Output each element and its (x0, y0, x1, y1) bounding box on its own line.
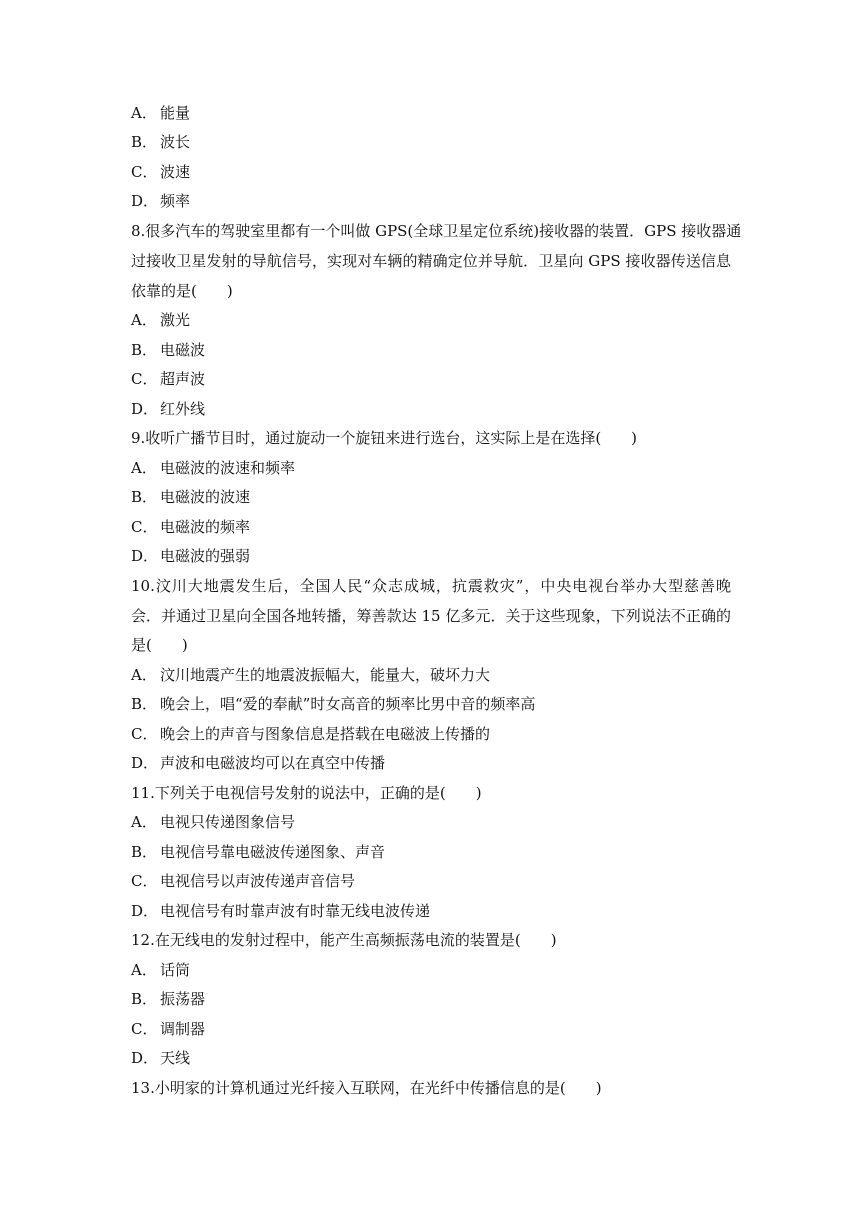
option-text: 晚会上，唱“爱的奉献”时女高音的频率比男中音的频率高 (160, 695, 536, 713)
option-text: 超声波 (160, 370, 206, 388)
question-8-line-2: 过接收卫星发射的导航信号，实现对车辆的精确定位并导航．卫星向 GPS 接收器传送信息 (131, 252, 731, 270)
option-text: 电视信号以声波传递声音信号 (160, 872, 356, 890)
question-10-line-3: 是( ) (131, 636, 188, 654)
option-text: 激光 (160, 311, 191, 329)
option-text: 电磁波的波速和频率 (160, 459, 296, 477)
option-letter: B． (131, 990, 158, 1008)
option-text: 电磁波的波速 (160, 488, 251, 506)
option-letter: A． (131, 813, 157, 831)
option-letter: B． (131, 843, 158, 861)
option-text: 波速 (160, 163, 191, 181)
option-letter: A． (131, 104, 157, 122)
option-text: 能量 (160, 104, 191, 122)
option-letter: C． (131, 1020, 158, 1038)
option-text: 频率 (160, 192, 191, 210)
option-text: 话筒 (160, 961, 191, 979)
option-text: 天线 (160, 1049, 191, 1067)
question-12-line-1: 12.在无线电的发射过程中，能产生高频振荡电流的装置是( ) (131, 931, 557, 949)
option-letter: A． (131, 666, 157, 684)
option-letter: B． (131, 695, 158, 713)
option-letter: D． (131, 547, 159, 565)
question-10-line-1: 10.汶川大地震发生后，全国人民“众志成城，抗震救灾”，中央电视台举办大型慈善晚 (131, 577, 731, 595)
option-letter: A． (131, 311, 157, 329)
question-8-line-1: 8.很多汽车的驾驶室里都有一个叫做 GPS(全球卫星定位系统)接收器的装置．GPS 接收器通 (131, 222, 742, 240)
option-letter: C． (131, 163, 158, 181)
option-letter: B． (131, 488, 158, 506)
option-letter: C． (131, 518, 158, 536)
option-letter: C． (131, 370, 158, 388)
option-letter: D． (131, 1049, 159, 1067)
question-9-line-1: 9.收听广播节目时，通过旋动一个旋钮来进行选台，这实际上是在选择( ) (131, 429, 638, 447)
option-text: 红外线 (160, 400, 206, 418)
option-text: 电磁波的频率 (160, 518, 251, 536)
option-letter: D． (131, 754, 159, 772)
option-letter: D． (131, 400, 159, 418)
option-letter: C． (131, 725, 158, 743)
question-13-line-1: 13.小明家的计算机通过光纤接入互联网，在光纤中传播信息的是( ) (131, 1079, 602, 1097)
option-letter: A． (131, 961, 157, 979)
question-10-line-2: 会．并通过卫星向全国各地转播，筹善款达 15 亿多元．关于这些现象，下列说法不正确的 (131, 607, 731, 625)
option-text: 电视信号靠电磁波传递图象、声音 (160, 843, 386, 861)
option-text: 声波和电磁波均可以在真空中传播 (160, 754, 386, 772)
option-text: 电视只传递图象信号 (160, 813, 296, 831)
option-text: 电视信号有时靠声波有时靠无线电波传递 (160, 902, 431, 920)
option-text: 晚会上的声音与图象信息是搭载在电磁波上传播的 (160, 725, 491, 743)
option-letter: B． (131, 341, 158, 359)
option-letter: B． (131, 133, 158, 151)
option-text: 波长 (160, 133, 191, 151)
question-8-line-3: 依靠的是( ) (131, 282, 233, 300)
option-text: 电磁波 (160, 341, 206, 359)
question-11-line-1: 11.下列关于电视信号发射的说法中，正确的是( ) (131, 784, 482, 802)
option-text: 振荡器 (160, 990, 206, 1008)
option-letter: C． (131, 872, 158, 890)
option-text: 汶川地震产生的地震波振幅大，能量大，破坏力大 (160, 666, 491, 684)
option-letter: D． (131, 192, 159, 210)
option-letter: D． (131, 902, 159, 920)
option-text: 电磁波的强弱 (160, 547, 251, 565)
option-text: 调制器 (160, 1020, 206, 1038)
option-letter: A． (131, 459, 157, 477)
